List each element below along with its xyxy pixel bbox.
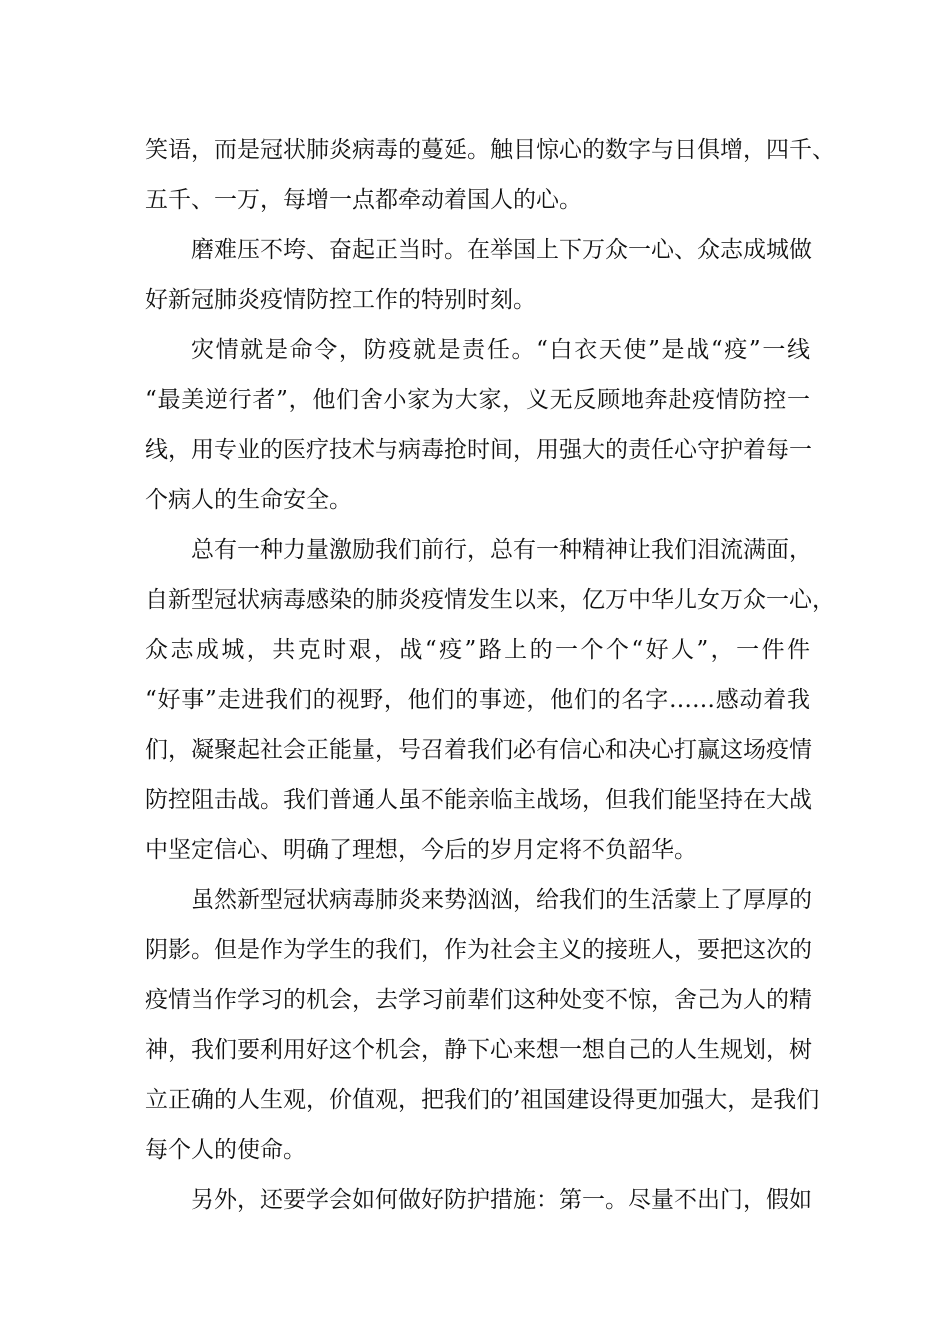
text-line: 虽然新型冠状病毒肺炎来势汹汹，给我们的生活蒙上了厚厚的: [191, 887, 812, 913]
text-line: 众志成城，共克时艰，战“疫”路上的一个个“好人”，一件件: [145, 637, 810, 663]
text-line: 中坚定信心、明确了理想，今后的岁月定将不负韶华。: [145, 837, 697, 863]
text-line: 立正确的人生观，价值观，把我们的’祖国建设得更加强大，是我们: [145, 1087, 820, 1113]
text-line: 五千、一万，每增一点都牵动着国人的心。: [145, 187, 582, 213]
text-line: 每个人的使命。: [145, 1137, 306, 1163]
text-line: 神，我们要利用好这个机会，静下心来想一想自己的人生规划，树: [145, 1037, 812, 1063]
text-line: 另外，还要学会如何做好防护措施：第一。尽量不出门，假如: [191, 1187, 812, 1213]
text-line: 个病人的生命安全。: [145, 487, 352, 513]
text-line: 笑语，而是冠状肺炎病毒的蔓延。触目惊心的数字与日俱增，四千、: [145, 137, 835, 163]
text-line: 磨难压不垮、奋起正当时。在举国上下万众一心、众志成城做: [191, 237, 812, 263]
text-line: 自新型冠状病毒感染的肺炎疫情发生以来，亿万中华儿女万众一心，: [145, 587, 835, 613]
text-line: “最美逆行者”，他们舍小家为大家，义无反顾地奔赴疫情防控一: [145, 387, 810, 413]
text-line: 疫情当作学习的机会，去学习前辈们这种处变不惊，舍己为人的精: [145, 987, 812, 1013]
text-line: 总有一种力量激励我们前行，总有一种精神让我们泪流满面，: [191, 537, 812, 563]
text-line: 阴影。但是作为学生的我们，作为社会主义的接班人，要把这次的: [145, 937, 812, 963]
text-line: 好新冠肺炎疫情防控工作的特别时刻。: [145, 287, 536, 313]
text-line: 防控阻击战。我们普通人虽不能亲临主战场，但我们能坚持在大战: [145, 787, 812, 813]
text-line: 灾情就是命令，防疫就是责任。“白衣天使”是战“疫”一线: [191, 337, 810, 363]
text-line: 线，用专业的医疗技术与病毒抢时间，用强大的责任心守护着每一: [145, 437, 812, 463]
text-line: “好事”走进我们的视野，他们的事迹，他们的名字……感动着我: [145, 687, 810, 713]
text-line: 们，凝聚起社会正能量，号召着我们必有信心和决心打赢这场疫情: [145, 737, 812, 763]
